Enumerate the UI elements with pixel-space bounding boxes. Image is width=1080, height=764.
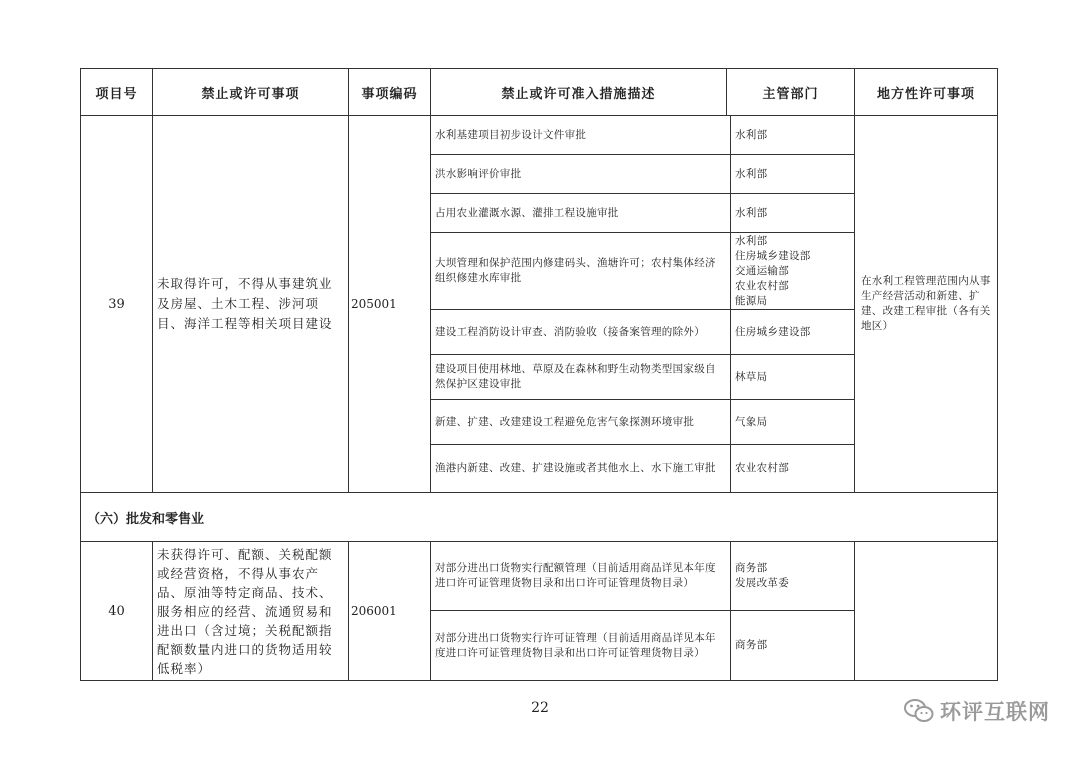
header-item-number: 项目号 (81, 69, 153, 116)
header-measure-description: 禁止或许可准入措施描述 (431, 69, 727, 116)
measure-description: 渔港内新建、改建、扩建设施或者其他水上、水下施工审批 (431, 445, 731, 492)
measure-description: 大坝管理和保护范围内修建码头、渔塘许可；农村集体经济组织修建水库审批 (431, 233, 731, 309)
item-number: 40 (81, 542, 153, 681)
measure-description: 新建、扩建、改建建设工程避免危害气象探测环境审批 (431, 400, 731, 444)
watermark-text: 环评互联网 (940, 700, 1050, 724)
section-title: （六）批发和零售业 (81, 493, 998, 542)
measures-cell (431, 116, 855, 493)
measure-description: 建设工程消防设计审查、消防验收（接备案管理的除外） (431, 310, 731, 354)
measure-department: 住房城乡建设部 (735, 325, 811, 338)
measure-row (431, 611, 854, 680)
measures-list (431, 116, 854, 492)
section-row (81, 493, 998, 542)
measure-description: 占用农业灌溉水源、灌排工程设施审批 (431, 194, 731, 232)
measure-description: 对部分进出口货物实行许可证管理（目前适用商品详见本年度进口许可证管理货物目录和出口许可证管理货物目录） (431, 611, 731, 680)
measure-description: 洪水影响评价审批 (431, 155, 731, 193)
table-row-39 (81, 116, 998, 493)
measure-department: 商务部 发展改革委 (735, 562, 789, 589)
measure-row (431, 233, 854, 310)
measure-description: 对部分进出口货物实行配额管理（目前适用商品详见本年度进口许可证管理货物目录和出口许可证管理货物目录） (431, 542, 731, 610)
measures-list (431, 542, 854, 680)
item-name: 未取得许可，不得从事建筑业及房屋、土木工程、涉河项目、海洋工程等相关项目建设 (153, 116, 349, 493)
local-permit: 在水利工程管理范围内从事生产经营活动和新建、扩建、改建工程审批（各有关地区） (855, 116, 998, 493)
item-number: 39 (81, 116, 153, 493)
measure-department: 林草局 (735, 370, 768, 383)
measure-row (431, 116, 854, 155)
local-permit (855, 542, 998, 681)
page-number: 22 (531, 700, 549, 716)
measure-department: 水利部 (735, 206, 768, 219)
measure-row (431, 355, 854, 400)
measures-cell (431, 542, 855, 681)
item-code: 205001 (349, 116, 431, 493)
measure-description: 建设项目使用林地、草原及在森林和野生动物类型国家级自然保护区建设审批 (431, 355, 731, 399)
table-row-40 (81, 542, 998, 681)
permit-table (80, 68, 998, 681)
measure-row (431, 310, 854, 355)
item-name: 未获得许可、配额、关税配额或经营资格，不得从事农产品、原油等特定商品、技术、服务相应的经营、流通贸易和进出口（含过境；关税配额指配额数量内进口的货物适用较低税率） (153, 542, 349, 681)
measure-department: 农业农村部 (735, 462, 789, 474)
table-header-row (81, 69, 998, 116)
measure-row (431, 194, 854, 233)
measure-row (431, 445, 854, 492)
measure-department: 水利部 (735, 167, 768, 180)
header-department: 主管部门 (727, 69, 855, 116)
header-item-name: 禁止或许可事项 (153, 69, 349, 116)
measure-department: 水利部 (735, 128, 768, 141)
header-local-permit: 地方性许可事项 (855, 69, 998, 116)
measure-department: 气象局 (735, 415, 768, 428)
item-code: 206001 (349, 542, 431, 681)
wechat-icon (904, 698, 934, 724)
measure-description: 水利基建项目初步设计文件审批 (431, 116, 731, 154)
measure-department: 商务部 (735, 639, 768, 651)
watermark (904, 696, 1050, 726)
measure-row (431, 542, 854, 611)
measure-row (431, 400, 854, 445)
header-item-code: 事项编码 (349, 69, 431, 116)
measure-department: 水利部 住房城乡建设部 交通运输部 农业农村部 能源局 (735, 234, 811, 307)
measure-row (431, 155, 854, 194)
